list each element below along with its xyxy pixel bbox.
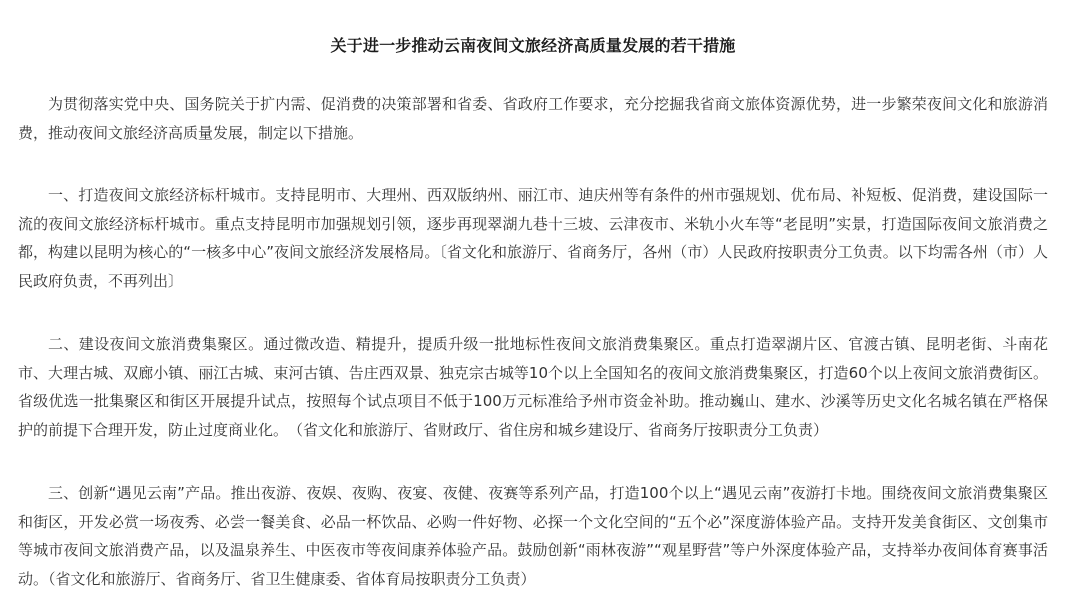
paragraph-intro: 为贯彻落实党中央、国务院关于扩内需、促消费的决策部署和省委、省政府工作要求，充分挖掘我省商文旅体资源优势，进一步繁荣夜间文化和旅游消费，推动夜间文旅经济高质量发展，制定以下措施。 <box>18 95 1048 142</box>
paragraph-measure-2: 二、建设夜间文旅消费集聚区。通过微改造、精提升，提质升级一批地标性夜间文旅消费集聚区。重点打造翠湖片区、官渡古镇、昆明老街、斗南花市、大理古城、双廊小镇、丽江古城、束河古镇、告庄西双景、独克宗古城等10个以上全国知名的夜间文旅消费集聚区，打造60个以上夜间文旅消费街区。省级优选一批集聚区和街区开展提升试点，按照每个试点项目不低于100万元标准给予州市资金补助。推动巍山、建水、沙溪等历史文化名城名镇在严格保护的前提下合理开发，防止过度商业化。 （省文化和旅游厅、省财政厅、省住房和城乡建设厅、省商务厅按职责分工负责） <box>18 335 1048 439</box>
paragraph-measure-1: 一、打造夜间文旅经济标杆城市。支持昆明市、大理州、西双版纳州、丽江市、迪庆州等有条件的州市强规划、优布局、补短板、促消费，建设国际一流的夜间文旅经济标杆城市。重点支持昆明市加强规划引领，逐步再现翠湖九巷十三坡、云津夜市、米轨小火车等“老昆明”实景，打造国际夜间文旅消费之都，构建以昆明为核心的“一核多中心”夜间文旅经济发展格局。〔省文化和旅游厅、省商务厅，各州（市）人民政府按职责分工负责。以下均需各州（市）人民政府负责，不再列出〕 <box>18 186 1048 290</box>
paragraph-measure-3: 三、创新“遇见云南”产品。推出夜游、夜娱、夜购、夜宴、夜健、夜赛等系列产品，打造100个以上“遇见云南”夜游打卡地。围绕夜间文旅消费集聚区和街区，开发必赏一场夜秀、必尝一餐美食、必品一杯饮品、必购一件好物、必探一个文化空间的“五个必”深度游体验产品。支持开发美食街区、文创集市等城市夜间文旅消费产品，以及温泉养生、中医夜市等夜间康养体验产品。鼓励创新“雨林夜游”“观星野营”等户外深度体验产品，支持举办夜间体育赛事活动。（省文化和旅游厅、省商务厅、省卫生健康委、省体育局按职责分工负责） <box>18 484 1048 588</box>
document-title: 关于进一步推动云南夜间文旅经济高质量发展的若干措施 <box>330 36 736 55</box>
